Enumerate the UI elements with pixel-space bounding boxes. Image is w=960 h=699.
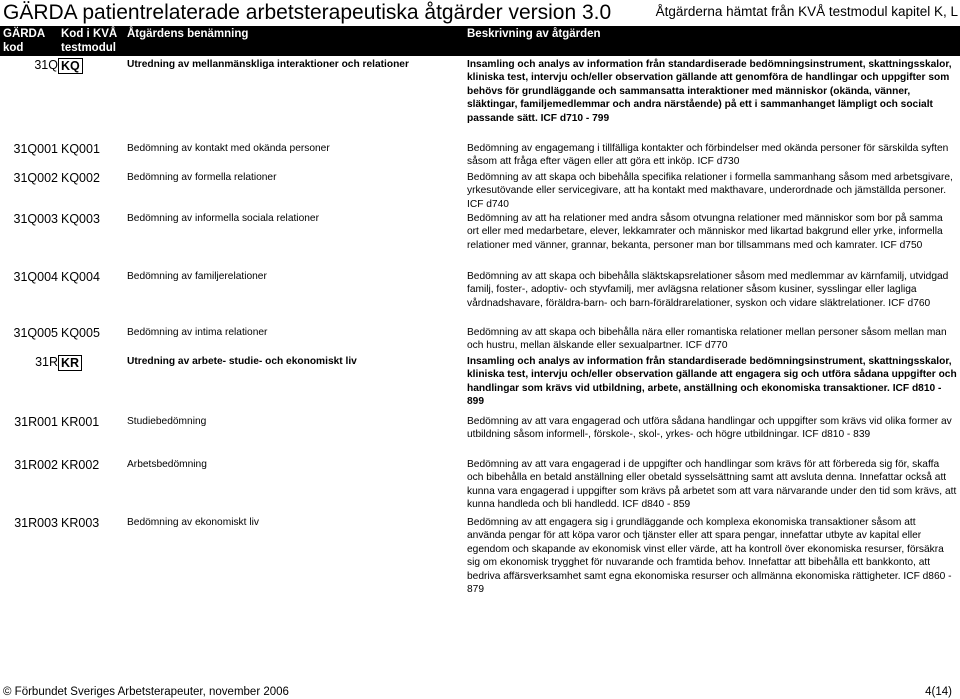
row-action-description: Bedömning av att skapa och bibehålla nära eller romantiska relationer mellan personer såsom mellan man och hustru, mellan älskande eller sexualpartner. ICF d770 [467, 327, 947, 352]
row-gärda-code: 31Q005 [13, 326, 58, 340]
row-action-name: Studiebedömning [127, 416, 207, 427]
row-action-description: Bedömning av engagemang i tillfälliga kontakter och förbindelser med okända personer för särskilda syften såsom att fråga efter vägen eller att göra ett inköp. ICF d730 [467, 143, 949, 168]
row-gärda-code: 31Q002 [13, 171, 58, 185]
row-action-name: Bedömning av familjerelationer [127, 271, 267, 282]
row-action-description: Bedömning av att vara engagerad och utföra sådana handlingar och uppgifter som krävs vid olika former av utbildning såsom informell-, förskole-, skol-, yrkes- och högre utbildningar. ICF d810 - 839 [467, 416, 952, 441]
row-action-name: Bedömning av formella relationer [127, 172, 277, 183]
row-gärda-code: 31R002 [14, 458, 58, 472]
row-action-description: Bedömning av att ha relationer med andra såsom otvungna relationer med människor som bor på samma ort eller med medarbetare, elever, lekkamrater och människor med likartad bakgrund eller yrke, informella relationer med vänner, grannar, bekanta, personer man bor tillsammans med och kamrater. ICF d750 [467, 213, 943, 251]
row-action-name: Bedömning av informella sociala relationer [127, 213, 319, 224]
header-gärda-code: GÄRDA kod [3, 28, 45, 54]
row-gärda-code: 31Q004 [13, 270, 58, 284]
row-gärda-code: 31Q001 [13, 142, 58, 156]
row-action-description: Insamling och analys av information från standardiserade bedömningsinstrument, skattningsskalor, kliniska test, intervju och/eller observation gällande att genomföra de handlingar och uppgifter som behövs för grundläggande och sammansatta interaktioner med människor (okända, vänner, släktingar, familjemedlemmar och andra närstående) på ett i sammanhanget lämpligt och socialt passande sätt. ICF d710 - 799 [467, 59, 952, 124]
row-action-description: Bedömning av att vara engagerad i de uppgifter och handlingar som krävs för att förbereda sig för, skaffa och bibehålla en betald anställning eller obetald sysselsättning samt att avsluta denna. Innefattar också att kunna vara engagerad i uppgifter som krävs på arbetet som att vara närvarande under den tid som krävs, att kunna handleda och bli handledd. ICF d840 - 859 [467, 459, 957, 511]
row-gärda-code: 31Q [34, 58, 58, 72]
row-kva-code: KR001 [61, 415, 100, 429]
row-gärda-code: 31Q003 [13, 212, 58, 226]
row-action-description: Bedömning av att skapa och bibehålla släktskapsrelationer såsom med medlemmar av kärnfamilj, utvidgad familj, foster-, adoptiv- och styvfamilj, mer avlägsna relationer såsom kusiner, sysslingar eller lagliga vårdnadshavare, föräldra-barn- och barn-föräldrarelationer, syskon och vidare släktrelationer. ICF d760 [467, 271, 949, 309]
header-action-description: Beskrivning av åtgärden [467, 28, 601, 40]
header-kva-code: Kod i KVÅ testmodul [61, 28, 118, 54]
row-action-description: Bedömning av att engagera sig i grundläggande och komplexa ekonomiska transaktioner såsom att använda pengar för att köpa varor och tjänster eller att spara pengar, innefattar utbyte av kapital eller egendom och skapande av ekonomisk vinst eller värde, att ha kontroll över ekonomiska resurser, försäkra sig om ekonomisk trygghet för nuvarande och framtida behov. Innefattar att bibehålla ett bankkonto, att bedriva affärsverksamhet samt egna ekonomiska resurser och allmänna ekonomiska rättigheter. ICF d860 - 879 [467, 517, 952, 596]
row-kva-code: KR003 [61, 516, 100, 530]
document-subtitle: Åtgärderna hämtat från KVÅ testmodul kapitel K, L [655, 4, 958, 19]
row-kva-code: KR [58, 355, 82, 371]
footer-page-number: 4(14) [925, 686, 952, 698]
row-kva-code: KQ005 [61, 326, 100, 340]
row-action-name: Utredning av arbete- studie- och ekonomiskt liv [127, 356, 357, 367]
row-kva-code: KQ004 [61, 270, 100, 284]
document-title: GÄRDA patientrelaterade arbetsterapeutiska åtgärder version 3.0 [3, 1, 612, 24]
row-kva-code: KQ003 [61, 212, 100, 226]
row-gärda-code: 31R003 [14, 516, 58, 530]
row-gärda-code: 31R001 [14, 415, 58, 429]
row-gärda-code: 31R [35, 355, 58, 369]
row-action-name: Bedömning av kontakt med okända personer [127, 143, 330, 154]
row-action-name: Arbetsbedömning [127, 459, 207, 470]
footer-copyright: © Förbundet Sveriges Arbetsterapeuter, november 2006 [3, 686, 289, 698]
row-action-description: Bedömning av att skapa och bibehålla specifika relationer i formella sammanhang såsom med arbetsgivare, yrkesutövande eller servicegivare, att ha kontakt med makthavare, underordnade och jämställda personer. ICF d740 [467, 172, 953, 210]
table-header [0, 26, 960, 56]
row-action-description: Insamling och analys av information från standardiserade bedömningsinstrument, skattningsskalor, kliniska test, intervju och/eller observation gällande att engagera sig och utföra sådana uppgifter och handlingar som krävs vid utbildning, arbete, anställning och ekonomiska transaktioner. ICF d810 - 899 [467, 356, 957, 408]
row-kva-code: KQ [58, 58, 83, 74]
row-action-name: Bedömning av ekonomiskt liv [127, 517, 259, 528]
row-kva-code: KQ001 [61, 142, 100, 156]
row-action-name: Utredning av mellanmänskliga interaktioner och relationer [127, 59, 409, 70]
title-bar [3, 0, 960, 26]
row-kva-code: KR002 [61, 458, 100, 472]
header-action-name: Åtgärdens benämning [127, 28, 249, 40]
row-action-name: Bedömning av intima relationer [127, 327, 268, 338]
row-kva-code: KQ002 [61, 171, 100, 185]
